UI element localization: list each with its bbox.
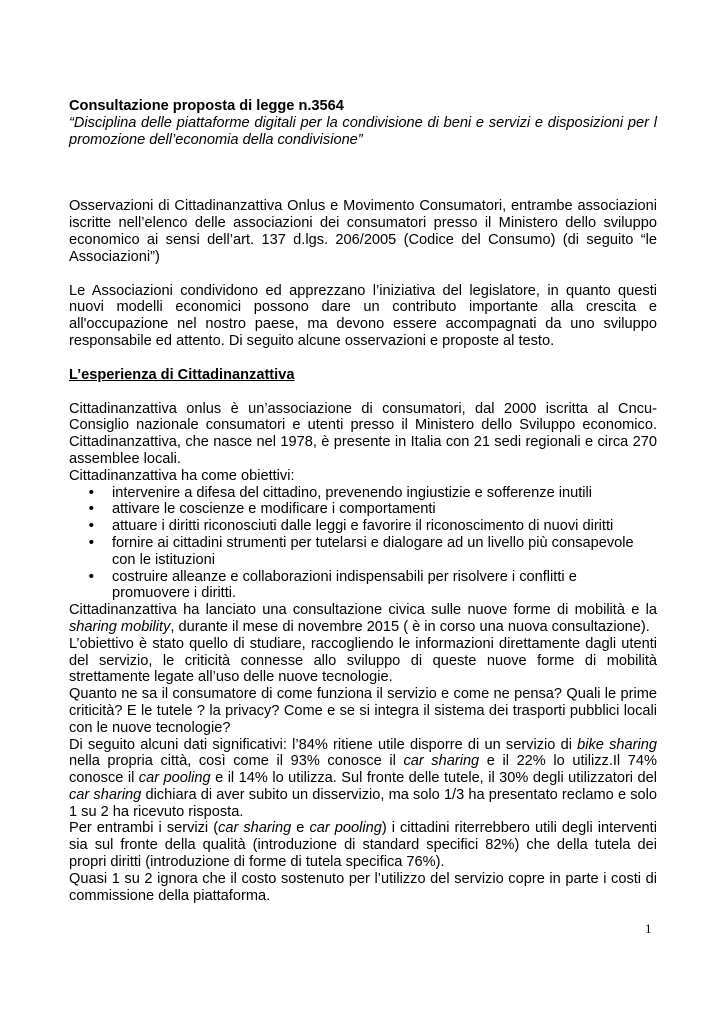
emphasis-text: car pooling <box>309 820 382 837</box>
text-run: Per entrambi i servizi ( <box>69 820 219 837</box>
text-run: ) i cittadini riterrebbero utili degli interventi sia sul fronte della qualità (introduzione di standard specifici 82%) che della tutela dei propri diritti (introduzione di forme di tutela specifica 76%). <box>69 820 657 871</box>
text-run: dichiara di aver subito un disservizio, ma solo 1/3 ha presentato reclamo e solo 1 su 2 ha ricevuto risposta. <box>69 786 657 820</box>
questions-paragraph: Quanto ne sa il consumatore di come funziona il servizio e come ne pensa? Quali le prime criticità? E le tutele ? la privacy? Come e se si integra il sistema dei trasporti pubblici locali con le nuove tecnologie? <box>69 686 657 736</box>
association-paragraph: Cittadinanzattiva onlus è un’associazione di consumatori, dal 2000 iscritta al Cncu-Consiglio nazionale consumatori e utenti presso il Ministero dello Sviluppo economico. Cittadinanzattiva, che nasce nel 1978, è presente in Italia con 21 sedi regionali e circa 270 assemblee locali. <box>69 400 657 467</box>
text-run: , durante il mese di novembre 2015 ( è in corso una nuova consultazione). <box>170 618 650 635</box>
text-run: e il 22% lo utilizz.Il 74% conosce il <box>69 753 657 787</box>
text-run: nella propria città, così come il 93% conosce il <box>69 753 404 770</box>
emphasis-text: car sharing <box>69 786 142 803</box>
document-page <box>69 98 657 904</box>
emphasis-text: car sharing <box>403 753 480 770</box>
document-title: Consultazione proposta di legge n.3564 <box>69 98 344 114</box>
emphasis-text: car pooling <box>138 770 211 787</box>
objective-paragraph: L’obiettivo è stato quello di studiare, raccogliendo le informazioni direttamente dagli utenti del servizio, le criticità connesse allo sviluppo di queste nuove forme di mobilità strettamente legate all’uso delle nuove tecnologie. <box>69 635 657 686</box>
list-item: • attivare le coscienze e modificare i comportamenti <box>112 501 657 518</box>
objectives-intro: Cittadinanzattiva ha come obiettivi: <box>69 467 295 484</box>
section-heading: L’esperienza di Cittadinanzattiva <box>69 366 295 383</box>
text-run: e il 14% lo utilizza. Sul fronte delle tutele, il 30% degli utilizzatori del <box>210 770 657 787</box>
list-item: • fornire ai cittadini strumenti per tutelarsi e dialogare ad un livello più consapevole con le istituzioni <box>112 535 657 569</box>
consultation-paragraph <box>69 602 657 636</box>
list-item: • intervenire a difesa del cittadino, prevenendo ingiustizie e sofferenze inutili <box>112 485 657 502</box>
services-paragraph <box>69 820 657 870</box>
cost-paragraph: Quasi 1 su 2 ignora che il costo sostenuto per l’utilizzo del servizio copre in parte i costi di commissione della piattaforma. <box>69 870 657 904</box>
emphasis-text: car sharing <box>218 820 292 837</box>
emphasis-text: bike sharing <box>577 736 657 753</box>
text-run: Di seguito alcuni dati significativi: l’84% ritiene utile disporre di un servizio di <box>69 736 578 753</box>
data-paragraph <box>69 737 657 821</box>
text-run: e <box>291 820 310 837</box>
emphasis-text: sharing mobility <box>69 618 171 635</box>
intro-paragraph: Osservazioni di Cittadinanzattiva Onlus e Movimento Consumatori, entrambe associazioni iscritte nell’elenco delle associazioni dei consumatori presso il Ministero dello sviluppo economico ai sensi dell’art. 137 d.lgs. 206/2005 (Codice del Consumo) (di seguito “le Associazioni”) <box>69 198 657 265</box>
intro-paragraph: Le Associazioni condividono ed apprezzano l’iniziativa del legislatore, in quanto questi nuovi modelli economici possono dare un contributo importante alla crescita e all'occupazione nel nostro paese, ma devono essere accompagnati da uno sviluppo responsabile ed attento. Di seguito alcune osservazioni e proposte al testo. <box>69 282 657 349</box>
text-run: Cittadinanzattiva ha lanciato una consultazione civica sulle nuove forme di mobilità e la <box>69 602 657 619</box>
document-subtitle: “Disciplina delle piattaforme digitali per la condivisione di beni e servizi e disposizioni per l promozione dell’economia della condivisione” <box>69 114 657 148</box>
objectives-list <box>69 485 657 603</box>
list-item: • attuare i diritti riconosciuti dalle leggi e favorire il riconoscimento di nuovi diritti <box>112 518 657 535</box>
page-number: 1 <box>645 921 652 936</box>
list-item: • costruire alleanze e collaborazioni indispensabili per risolvere i conflitti e promuovere i diritti. <box>112 569 657 603</box>
